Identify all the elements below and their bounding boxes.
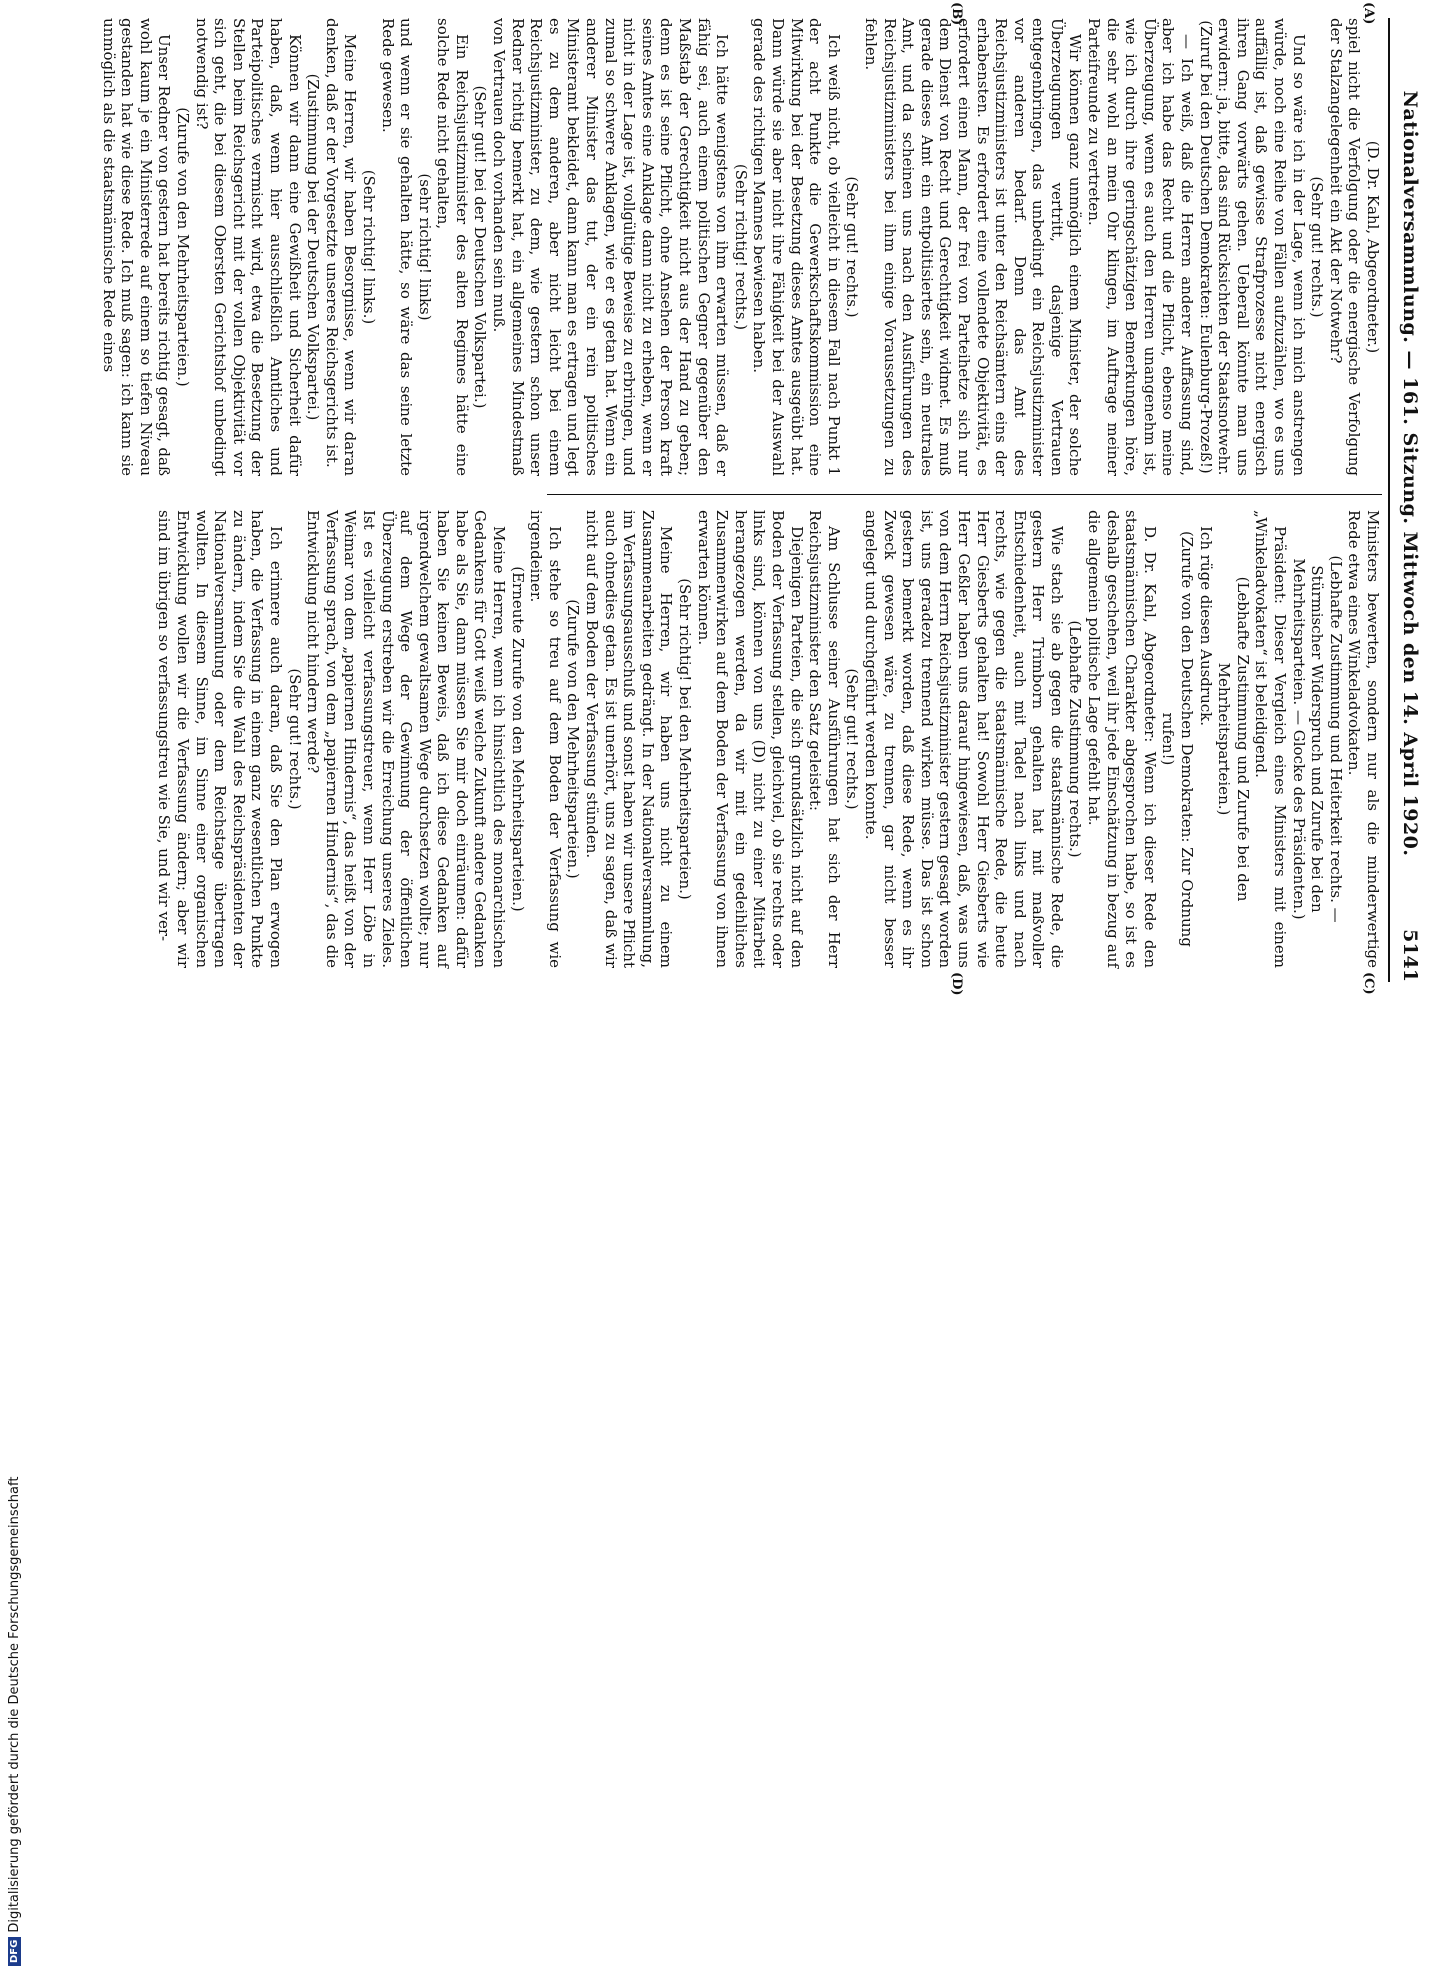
paragraph: und wenn er sie gehalten hätte, so wäre das seine letzte Rede gewesen.	[378, 18, 416, 476]
paragraph: Ich stehe so treu auf dem Boden der Verfassung wie irgendeiner.	[527, 510, 564, 968]
margin-mark-d: (D)	[949, 972, 964, 996]
paragraph: Ich rüge diesen Ausdruck.	[1196, 526, 1215, 726]
interjection: (Lebhafte Zustimmung rechts.)	[1066, 620, 1085, 858]
paragraph: Unser Redner von gestern hat bereits richtig gesagt, daß wohl kaum je ein Ministerrede auf einem so tiefen Niveau gestanden hat wie diese Rede. Ich muß sagen: ich kann sie unmöglich als die staatsmännische Rede eines	[99, 18, 174, 476]
margin-mark-a: (A)	[1361, 2, 1376, 25]
margin-mark-c: (C)	[1361, 972, 1376, 995]
interjection: (Sehr gut! rechts.)	[1308, 176, 1327, 318]
header-rule	[1388, 18, 1390, 982]
interjection: (Lebhafte Zustimmung und Heiterkeit rechts. — Stürmischer Widerspruch und Zurufe bei den Mehrheitsparteien. — Glocke des Präsidenten.)	[1289, 555, 1345, 923]
interjection: (Zurufe von den Deutschen Demokraten: Zur Ordnung rufen!)	[1159, 531, 1197, 947]
interjection: (Zurufe von den Mehrheitsparteien.)	[564, 599, 583, 879]
paragraph: spiel nicht die Verfolgung oder die energische Verfolgung der Stalzangelegenheit ein Akt der Notwehr?	[1326, 18, 1364, 476]
interjection: (D. Dr. Kahl, Abgeordneter.)	[1364, 140, 1382, 354]
paragraph: Meine Herren, wir haben uns nicht zu einem Zusammenarbeiten gedrängt. In der Nationalversammlung, im Verfassungsausschuß und sonst haben wir unsere Pflicht auch ohnedies getan. Es ist unerhört, uns zu sagen, daß wir nicht auf dem Boden der Verfassung stünden.	[583, 510, 676, 968]
interjection: (Sehr richtig! bei den Mehrheitsparteien.)	[676, 578, 695, 900]
paragraph: Meine Herren, wenn ich hinsichtlich des monarchischen Gedankens für Gott weiß welche Zukunft andere Gedanken habe als Sie, dann müssen Sie mir doch einräumen: dafür haben Sie keinen Beweis, daß ich diese Gedanken auf irgendwelchem gewaltsamen Wege durchsetzen wollte; nur auf dem Wege der Gewinnung der öffentlichen Überzeugung erstreben wir die Erreichung unseres Zieles. Ist es vielleicht verfassungstreuer, wenn Herr Löbe in Weimar von dem „papiernen Hindernis“, das heißt von der Verfassung sprach, von dem „papiernen Hindernis“, das die Entwicklung nicht hindern werde?	[304, 510, 509, 968]
interjection: (Sehr richtig! rechts.)	[731, 163, 750, 331]
interjection: (Zuruf bei den Deutschen Demokraten: Eulenburg-Prozeß!)	[1196, 20, 1215, 474]
left-column	[99, 18, 1382, 476]
footer-text: Digitalisierung gefördert durch die Deutsche Forschungsgemeinschaft	[6, 1476, 22, 1933]
paragraph: Wie stach sie ab gegen die staatsmännische Rede, die gestern Herr Trimborn gehalten hat mit maßvoller Entschiedenheit, auch mit Tadel nach links und nach rechts, wie gegen die staatsmännische Rede, die heute Herr Giesberts gehalten hat! Sowohl Herr Giesberts wie Herr Geßler haben uns darauf hingewiesen, daß, was uns von dem Herrn Reichsjustizminister gestern gesagt worden ist, uns geradezu trennend wirken müsse. Das ist schon gestern bemerkt worden, daß diese Rede, wenn es ihr Zweck gewesen wäre, zu trennen, gar nicht besser angelegt und durchgeführt werden konnte.	[861, 510, 1066, 968]
interjection: (Zustimmung bei der Deutschen Volkspartei.)	[304, 73, 323, 421]
paragraph: Präsident: Dieser Vergleich eines Ministers mit einem „Winkeladvokaten“ ist beleidigend.	[1252, 510, 1290, 968]
paragraph: Am Schlusse seiner Ausführungen hat sich der Herr Reichsjustizminister den Satz geleistet:	[806, 510, 843, 968]
paragraph: Ministers bewerten, sondern nur als die minderwertige Rede etwa eines Winkeladvokaten.	[1345, 510, 1382, 968]
interjection: (Erneute Zurufe von den Mehrheitsparteien.)	[508, 566, 527, 912]
interjection: (sehr richtig! links)	[415, 173, 434, 321]
paragraph: Wir können ganz unmöglich einem Minister, der solche Überzeugungen vertritt, dasjenige Vertrauen entgegenbringen, das unbedingt ein Reichsjustizminister vor anderen bedarf. Denn das Amt des Reichsjustizministers ist unter den Reichsämtern eins der erhabensten. Es erfordert eine vollendete Objektivität, es erfordert einen Mann, der frei von Parteihetze sich nur dem Dienst von Recht und Gerechtigkeit widmet. Es muß gerade dieses Amt ein entpolitisiertes sein, ein neutrales Amt, und da scheinen uns nach den Ausführungen des Reichsjustizministers bei ihm einige Voraussetzungen zu fehlen.	[861, 18, 1085, 476]
paragraph: Ich weiß nicht, ob vielleicht in diesem Fall nach Punkt 1 der acht Punkte die Gewerkschaftskommission eine Mitwirkung bei der Besetzung dieses Amtes ausgeübt hat. Dann würde sie aber nicht ihre Fähigkeit bei der Auswahl gerade des richtigen Mannes bewiesen haben.	[750, 18, 843, 476]
right-column	[155, 510, 1382, 968]
paragraph: Und so wäre ich in der Lage, wenn ich mich anstrengen würde, noch eine Reihe von Fällen aufzuzählen, wo es uns auffällig ist, daß gewisse Strafprozesse nicht energisch ihren Gang vorwärts gehen. Ueberall könnte man uns erwidern: ja, bitte, das sind Rücksichten der Staatsnotwehr.	[1215, 18, 1308, 476]
paragraph: Meine Herren, wir haben Besorgnisse, wenn wir daran denken, daß er der Vorgesetzte unseres Reichsgerichts ist.	[322, 18, 360, 476]
page-number: 5141	[1399, 929, 1421, 982]
paragraph: Können wir dann eine Gewißheit und Sicherheit dafür haben, daß, wenn hier ausschließlich Amtliches und Parteipolitisches vermischt wird, etwa die Besetzung der Stellen beim Reichsgericht mit der vollen Objektivität vor sich geht, die bei diesem Obersten Gerichtshof unbedingt notwendig ist?	[192, 18, 304, 476]
paragraph: Ein Reichsjustizminister des alten Regimes hätte eine solche Rede nicht gehalten,	[434, 18, 471, 476]
paragraph: Diejenigen Parteien, die sich grundsätzlich nicht auf den Boden der Verfassung stellen, gleichviel, ob sie rechts oder links sind, können von uns (D) nicht zu einer Mitarbeit herangezogen werden, da wir mit ein gedeihliches Zusammenwirken auf dem Boden der Verfassung von ihnen erwarten können.	[694, 510, 806, 968]
paragraph: — Ich weiß, daß die Herren anderer Auffassung sind, aber ich habe das Recht und die Pflicht, ebenso meine Überzeugung, wenn es auch den Herren unangenehm ist, wie ich durch ihre geringschätzigen Bemerkungen höre, die sehr wohl an mein Ohr klingen, im Auftrage meiner Parteifreunde zu vertreten.	[1085, 18, 1197, 476]
paragraph: D. Dr. Kahl, Abgeordneter: Wenn ich dieser Rede den staatsmännischen Charakter abgesprochen habe, so ist es deshalb geschehen, weil ihr jede Einschätzung in bezug auf die allgemein politische Lage gefehlt hat.	[1085, 510, 1159, 968]
margin-mark-b: (B)	[949, 2, 964, 26]
interjection: (Sehr gut! rechts.)	[843, 176, 862, 318]
dfg-logo: DFG	[8, 1937, 21, 1966]
interjection: (Sehr richtig! links.)	[359, 169, 378, 325]
column-divider	[547, 494, 1382, 495]
paragraph: Ich hätte wenigstens von ihm erwarten müssen, daß er fähig sei, auch einem politischen Gegner gegenüber den Maßstab der Gerechtigkeit nicht aus der Hand zu geben; denn es ist seine Pflicht, ohne Ansehen der Person kraft seines Amtes eine Anklage dann nicht zu erheben, wenn er nicht in der Lage ist, vollgültige Beweise zu erbringen, und zumal so schwere Anklagen, wie er es getan hat. Wenn ein anderer Minister das tut, der ein rein politisches Ministeramt bekleidet, dann kann man es ertragen und legt es zu dem anderen, aber nicht leicht bei einem Reichsjustizminister, zu dem, wie gestern schon unser Redner richtig bemerkt hat, ein allgemeines Mindestmaß von Vertrauen doch vorhanden sein muß.	[490, 18, 732, 476]
paragraph: Ich erinnere auch daran, daß Sie den Plan erwogen haben, die Verfassung in einem ganz wesentlichen Punkte zu ändern, indem Sie die Wahl des Reichspräsidenten der Nationalversammlung oder dem Reichstage übertragen wollten. In diesem Sinne, im Sinne einer organischen Entwicklung wollen wir die Verfassung ändern; aber wir sind im übrigen so verfassungstreu wie Sie, und wir ver-	[155, 510, 285, 968]
interjection: (Sehr gut! bei der Deutschen Volkspartei.)	[471, 85, 490, 409]
interjection: (Sehr gut! rechts.)	[843, 668, 862, 810]
interjection: (Lebhafte Zustimmung und Zurufe bei den Mehrheitsparteien.)	[1215, 576, 1252, 902]
interjection: (Sehr gut! rechts.)	[285, 668, 304, 810]
interjection: (Zurufe von den Mehrheitsparteien.)	[174, 107, 192, 387]
footer	[0, 972, 28, 1972]
page-header	[1394, 18, 1426, 982]
header-title: Nationalversammlung. — 161. Sitzung. Mittwoch den 14. April 1920.	[1399, 90, 1421, 857]
